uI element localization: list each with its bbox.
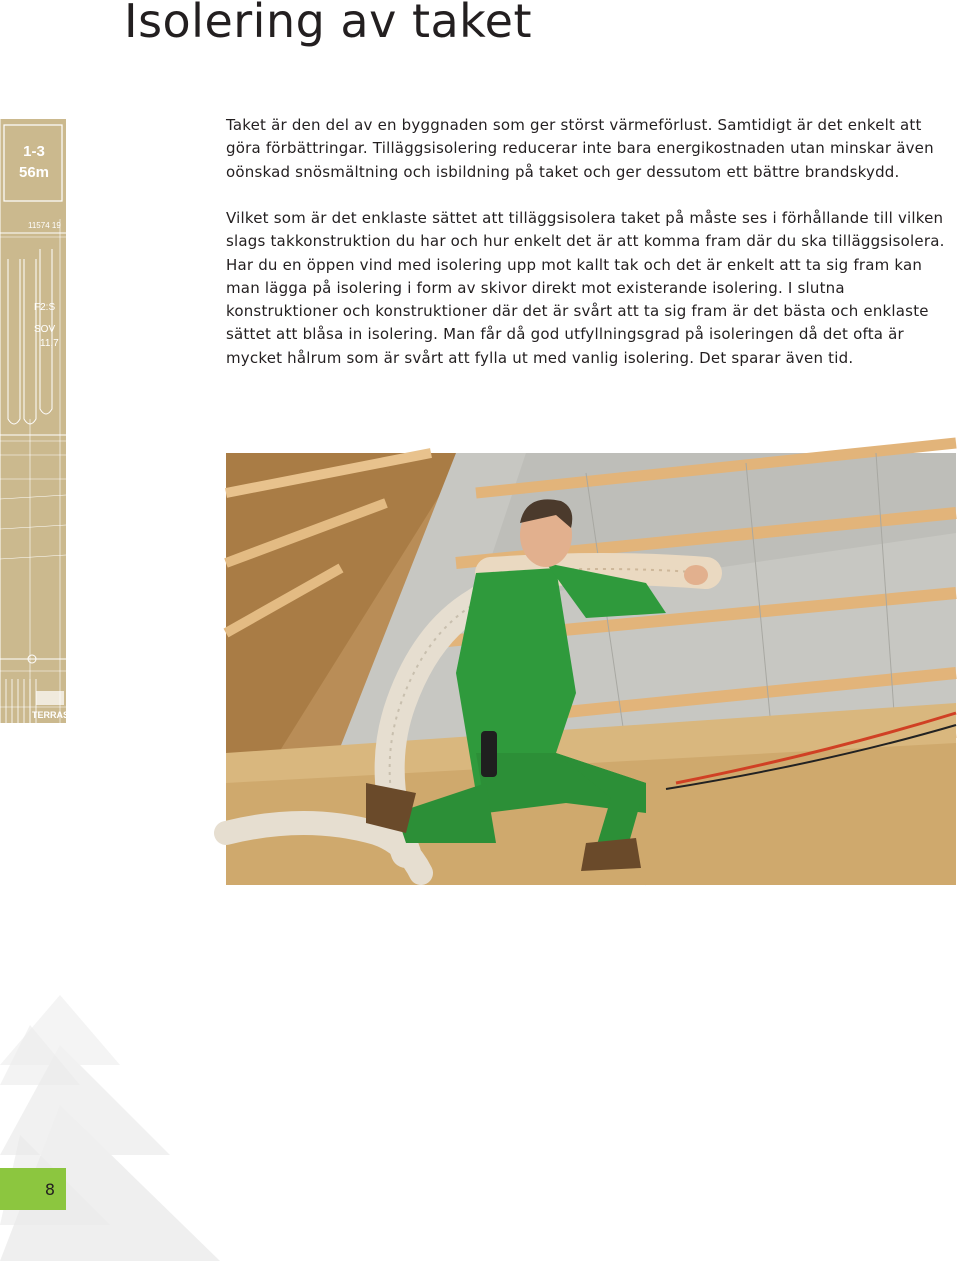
plan-room-name: SOV: [34, 324, 56, 335]
attic-insulation-photo: [226, 453, 956, 885]
background-house-watermark: [0, 985, 220, 1261]
room-area-label: [8, 141, 60, 183]
plan-room-size: 11,7: [40, 338, 59, 349]
intro-paragraph: Taket är den del av en byggnaden som ger störst värmeförlust. Samtidigt är det enkelt att göra förbättringar. Tilläggsisolering reducerar inte bara energikostnaden utan minskar även oönskad snösmältning och isbildning på taket och ger dessutom ett bättre brandskydd.: [226, 116, 934, 181]
room-label-line1: 1-3: [23, 143, 45, 160]
body-paragraph: Vilket som är det enklaste sättet att tilläggsisolera taket på måste ses i förhållande till vilken slags takkonstruktion du har och hur enkelt det är att komma fram där du ska tilläggsisolera. Har du en öppen vind med isolering upp mot kallt tak och det är enkelt att ta sig fram kan man lägga på isolering i form av skivor direkt mot existerande isolering. I slutna konstruktioner och konstruktioner där det är svårt att ta sig fram är det bästa och enklaste sättet att blåsa in isolering. Man får då god utfyllningsgrad på isoleringen då det ofta är mycket hålrum som är svårt att fylla ut med vanlig isolering. Det sparar även tid.: [226, 209, 945, 367]
worker-blowing-insulation-illustration: [226, 453, 956, 885]
plan-dimension-text: 11574 19: [28, 221, 61, 230]
floor-plan-drawing: [0, 119, 66, 723]
page-number: 8: [44, 1180, 56, 1199]
room-label-line2: 56m: [18, 164, 50, 181]
plan-terrace-label: TERRASS: [32, 710, 76, 720]
plan-room-code: F2:S: [34, 302, 56, 313]
floor-plan-sidebar: [0, 119, 76, 723]
page-title: Isolering av taket: [124, 0, 533, 48]
